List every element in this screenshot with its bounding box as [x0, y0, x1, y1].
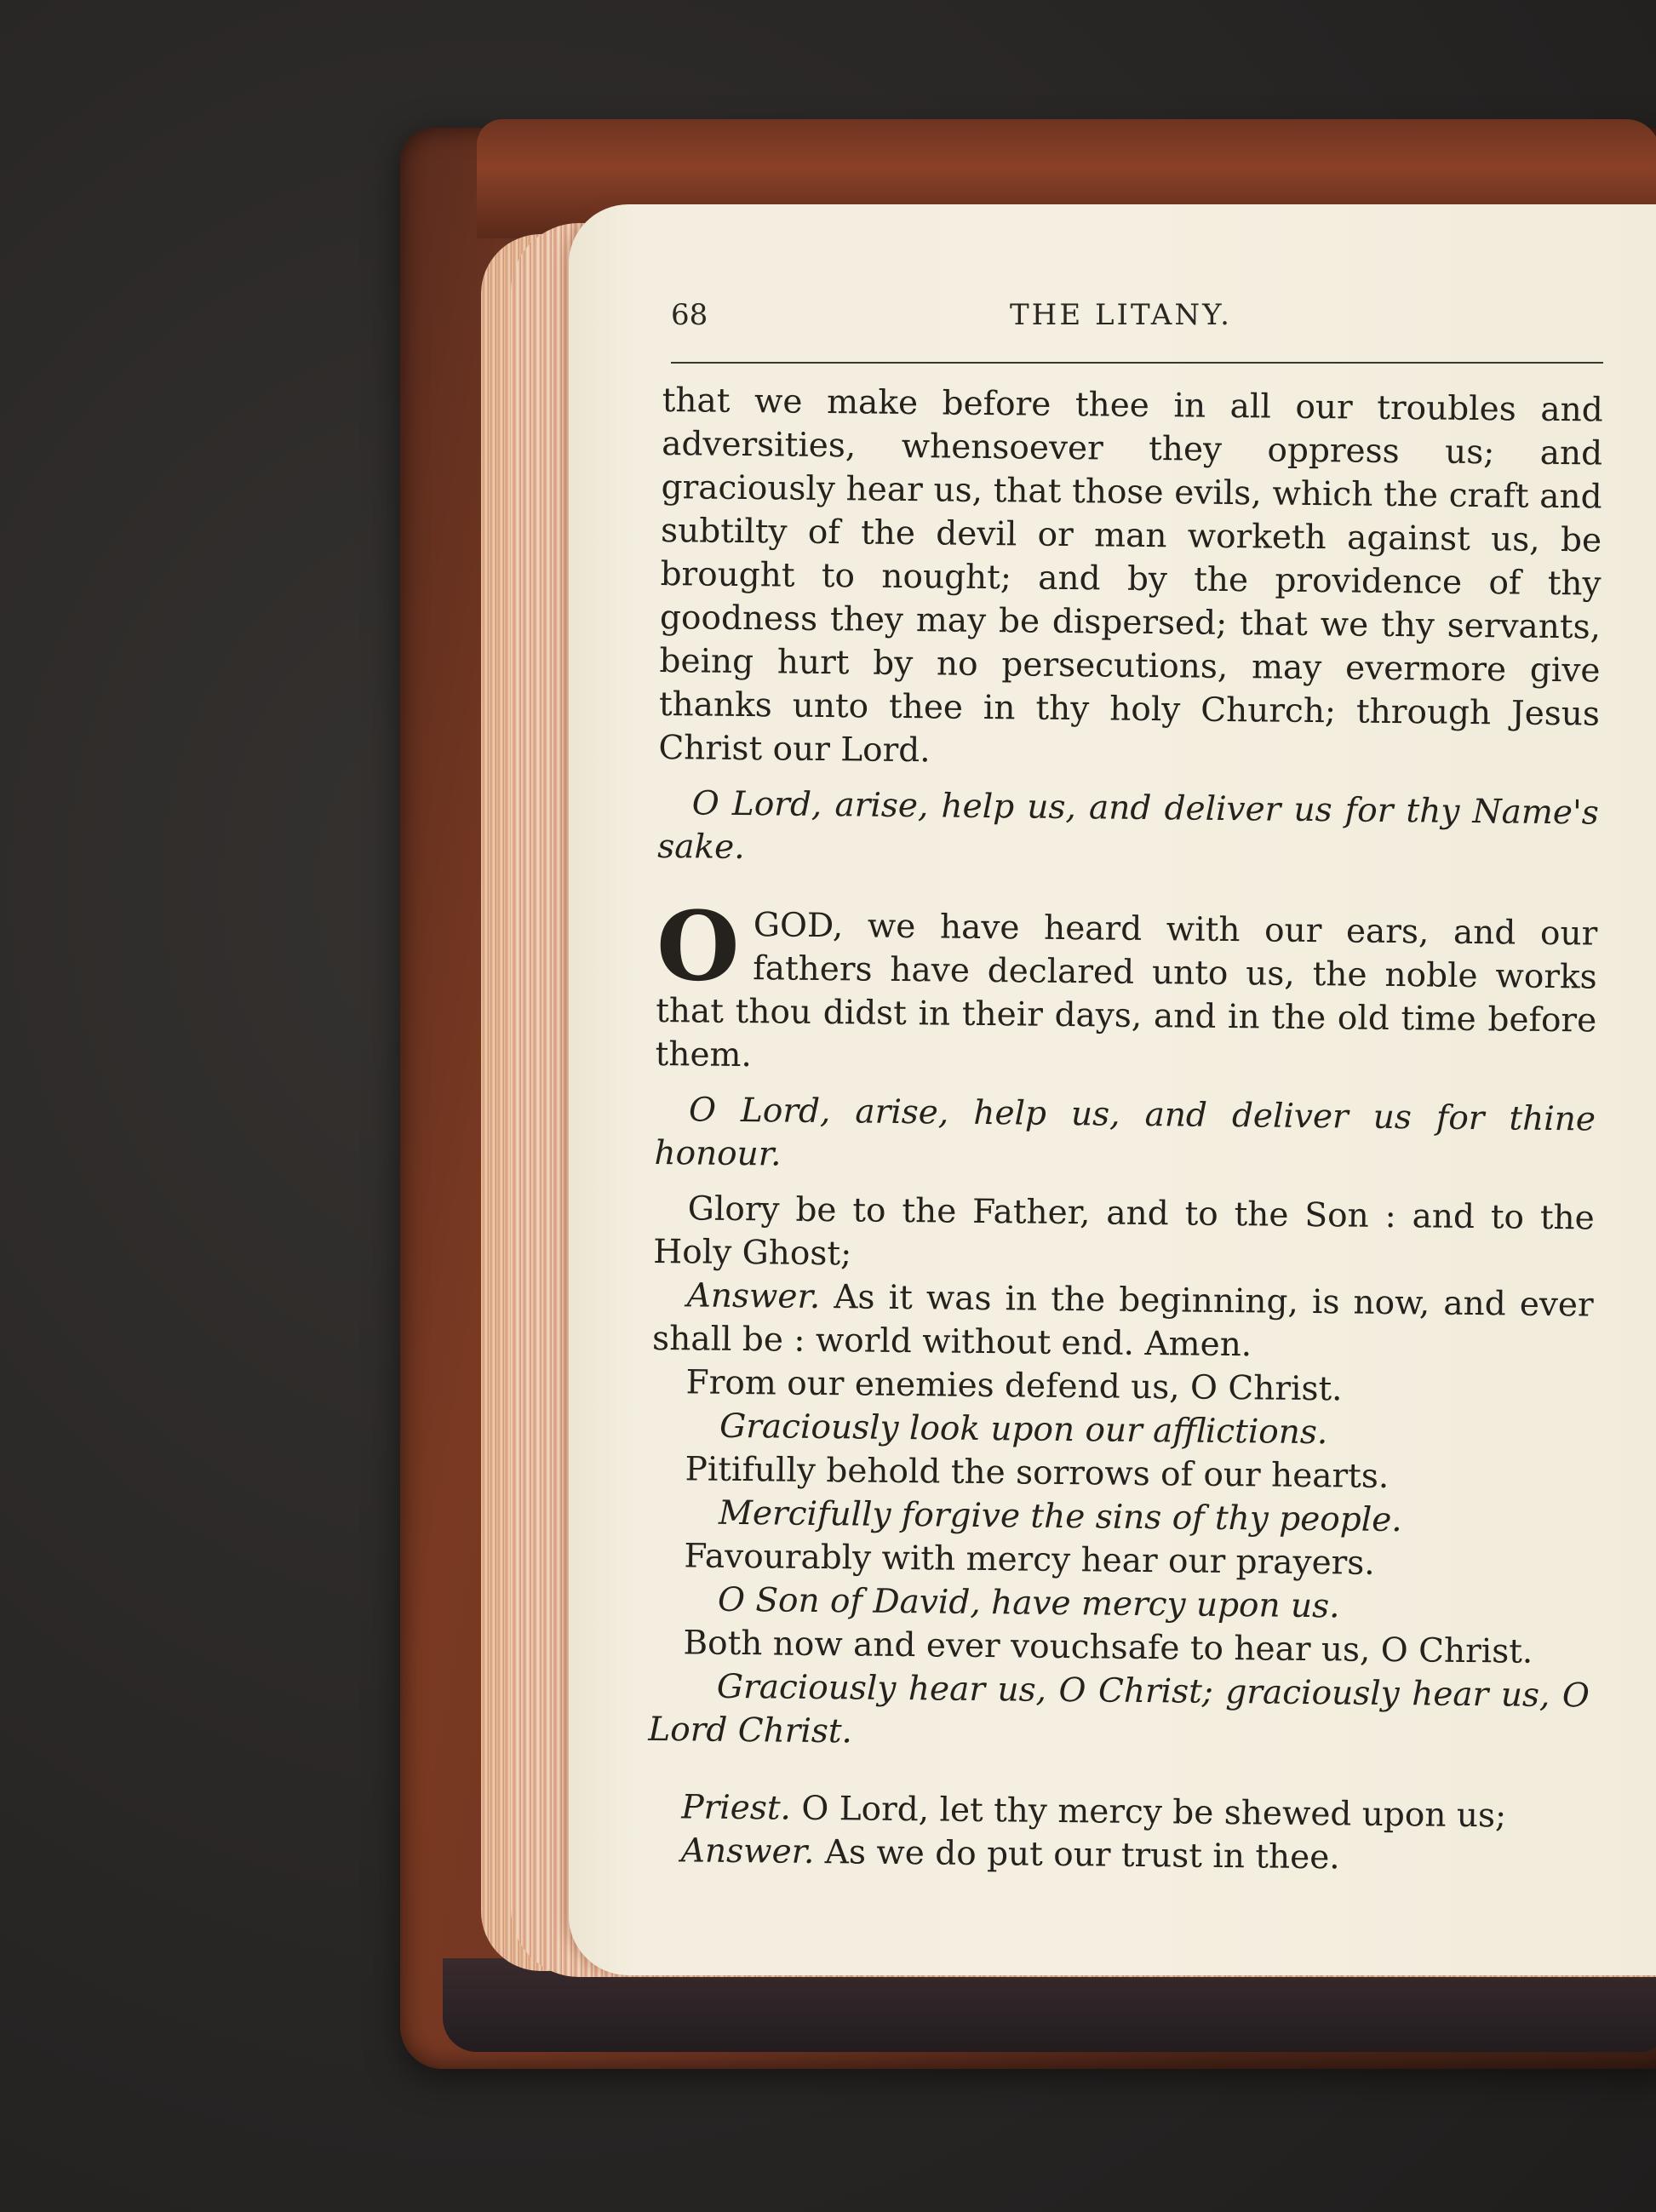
priest-label: Priest.: [681, 1788, 792, 1828]
versicle-2: Pitifully behold the sorrows of our hearts.: [685, 1450, 1390, 1497]
answer-paragraph: [652, 1274, 1594, 1371]
page-number: 68: [671, 298, 708, 332]
response-paragraph: O Lord, arise, help us, and deliver us for thy Name's sake.: [657, 784, 1599, 868]
priest-text: O Lord, let thy mercy be shewed upon us;: [801, 1789, 1507, 1836]
response-4: Graciously hear us, O Christ; graciously hear us, O Lord Christ.: [648, 1667, 1590, 1751]
response-2: Mercifully forgive the sins of thy people.: [718, 1493, 1402, 1540]
answer-text: As it was in the beginning, is now, and ever shall be : world without end. Amen.: [651, 1278, 1594, 1365]
versicle-4: Both now and ever vouchsafe to hear us, O Christ.: [683, 1624, 1533, 1671]
response-1: Graciously look upon our afflictions.: [719, 1407, 1328, 1453]
answer2-label: Answer.: [680, 1831, 815, 1871]
versicle-1: From our enemies defend us, O Christ.: [685, 1363, 1343, 1409]
page-text: [647, 379, 1603, 1882]
answer2-text: As we do put our trust in thee.: [824, 1833, 1340, 1877]
versicle-3: Favourably with mercy hear our prayers.: [684, 1537, 1375, 1583]
collect-paragraph: that we make before thee in all our troubles and adversities, whensoever they oppress us; and graciously hear us, that those evils, which the craft and subtilty of the devil or man worketh against us, be brought to nought; and by the providence of thy goodness they may be dispersed; that we thy servants, being hurt by no persecutions, may evermore give thanks unto thee in thy holy Church; through Jesus Christ our Lord.: [658, 381, 1603, 771]
running-head: THE LITANY.: [1010, 298, 1232, 332]
header-rule: [671, 362, 1603, 364]
answer-label: Answer.: [686, 1276, 821, 1316]
response-paragraph-2: O Lord, arise, help us, and deliver us for thine honour.: [654, 1091, 1596, 1174]
response-3: O Son of David, have mercy upon us.: [717, 1580, 1340, 1626]
gloria-paragraph: Glory be to the Father, and to the Son : and to the Holy Ghost;: [653, 1189, 1595, 1274]
drop-cap: O: [656, 890, 741, 1003]
prayer-paragraph: [655, 890, 1598, 1086]
prayer-text: GOD, we have heard with our ears, and our fathers have declared unto us, the noble works that thou didst in their days, and in the old time before them.: [655, 906, 1598, 1075]
page-header: [671, 298, 1607, 349]
